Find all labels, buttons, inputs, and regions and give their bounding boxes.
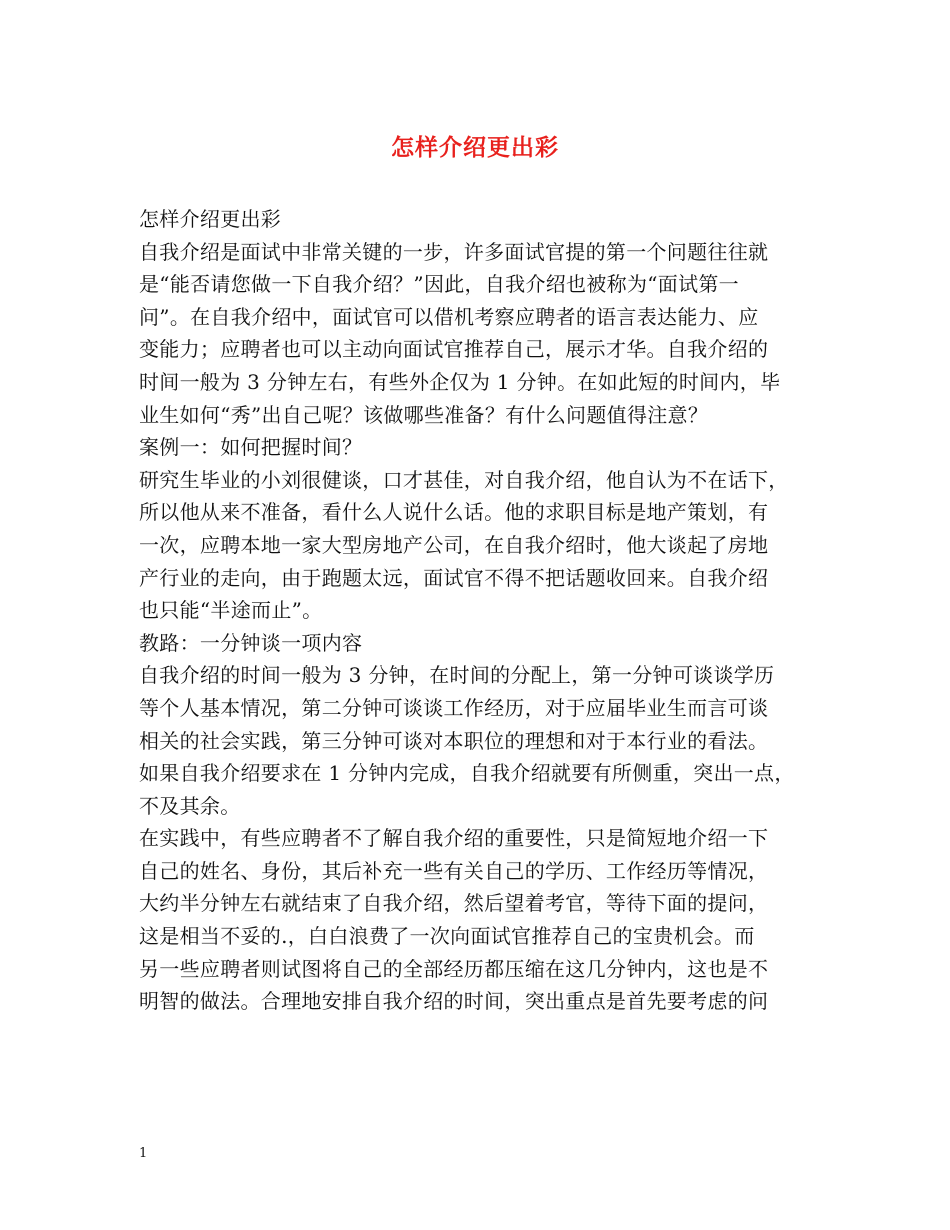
text-line: 业生如何“秀”出自己呢？该做哪些准备？有什么问题值得注意？ [139, 402, 709, 427]
text-line: 不及其余。 [139, 793, 241, 818]
text-line: 怎样介绍更出彩 [139, 207, 282, 231]
text-line: 变能力；应聘者也可以主动向面试官推荐自己，展示才华。自我介绍的 [139, 337, 769, 362]
text-line: 相关的社会实践，第三分钟可谈对本职位的理想和对于本行业的看法。 [139, 728, 769, 753]
text-line: 也只能“半途而止”。 [139, 598, 323, 623]
text-line: 案例一：如何把握时间？ [139, 435, 363, 460]
text-line: 问”。在自我介绍中，面试官可以借机考察应聘者的语言表达能力、应 [139, 304, 759, 329]
text-line: 另一些应聘者则试图将自己的全部经历都压缩在这几分钟内，这也是不 [139, 956, 769, 981]
document-title: 怎样介绍更出彩 [391, 134, 559, 161]
text-line: 自己的姓名、身份，其后补充一些有关自己的学历、工作经历等情况， [139, 858, 769, 883]
text-line: 一次，应聘本地一家大型房地产公司，在自我介绍时，他大谈起了房地 [139, 532, 769, 557]
text-line: 这是相当不妥的.，白白浪费了一次向面试官推荐自己的宝贵机会。而 [139, 924, 755, 949]
text-line: 自我介绍是面试中非常关键的一步，许多面试官提的第一个问题往往就 [139, 239, 769, 264]
text-line: 研究生毕业的小刘很健谈，口才甚佳，对自我介绍，他自认为不在话下， [139, 467, 789, 492]
text-line: 所以他从来不准备，看什么人说什么话。他的求职目标是地产策划，有 [139, 500, 769, 525]
text-line: 是“能否请您做一下自我介绍？”因此，自我介绍也被称为“面试第一 [139, 272, 739, 297]
text-line: 等个人基本情况，第二分钟可谈谈工作经历，对于应届毕业生而言可谈 [139, 695, 769, 720]
text-line: 教路：一分钟谈一项内容 [139, 630, 363, 655]
text-line: 明智的做法。合理地安排自我介绍的时间，突出重点是首先要考虑的问 [139, 989, 769, 1014]
text-line: 时间一般为 3 分钟左右，有些外企仅为 1 分钟。在如此短的时间内，毕 [139, 369, 781, 394]
text-line: 自我介绍的时间一般为 3 分钟，在时间的分配上，第一分钟可谈谈学历 [139, 663, 775, 688]
page-number: 1 [139, 1146, 148, 1161]
text-line: 如果自我介绍要求在 1 分钟内完成，自我介绍就要有所侧重，突出一点， [139, 761, 795, 786]
text-line: 在实践中，有些应聘者不了解自我介绍的重要性，只是简短地介绍一下 [139, 826, 769, 851]
document-body [139, 203, 829, 1018]
text-line: 产行业的走向，由于跑题太远，面试官不得不把话题收回来。自我介绍 [139, 565, 769, 590]
text-line: 大约半分钟左右就结束了自我介绍，然后望着考官，等待下面的提问， [139, 891, 769, 916]
